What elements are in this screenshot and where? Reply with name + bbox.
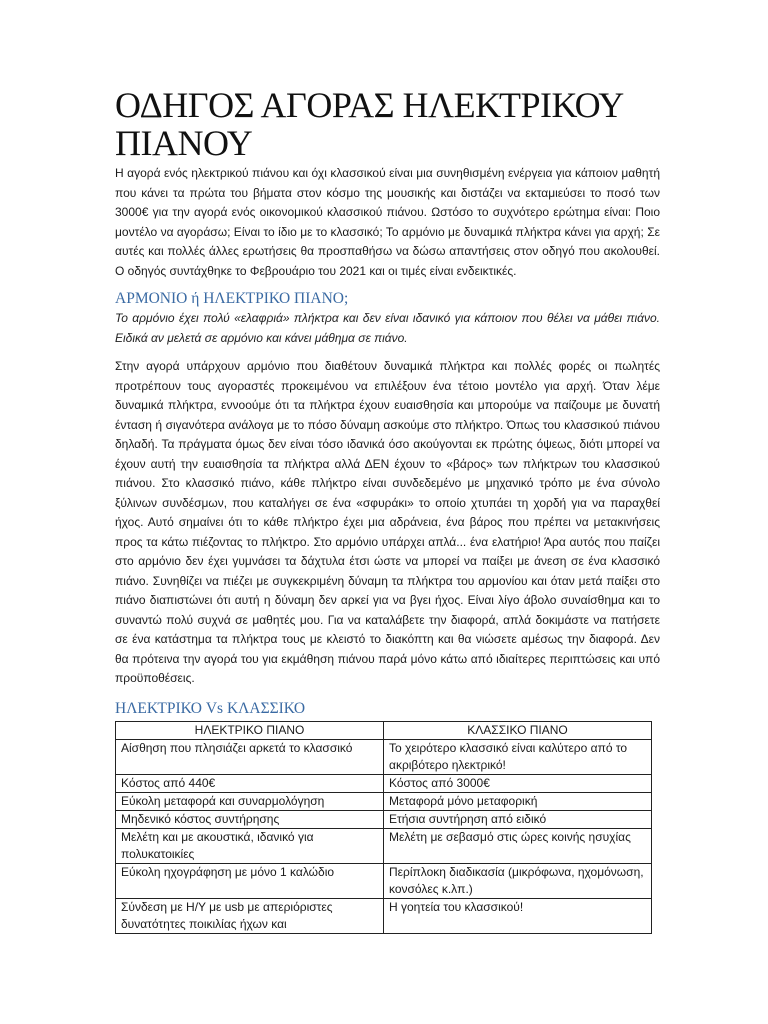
comparison-table bbox=[115, 721, 652, 934]
section-heading-electric-vs-classic: ΗΛΕΚΤΡΙΚΟ Vs ΚΛΑΣΣΙΚΟ bbox=[115, 699, 306, 717]
table-row bbox=[116, 898, 652, 933]
column-header-classic: ΚΛΑΣΣΙΚΟ ΠΙΑΝΟ bbox=[384, 721, 652, 739]
table-row bbox=[116, 810, 652, 828]
table-cell-electric: Κόστος από 440€ bbox=[116, 774, 384, 792]
document-content bbox=[115, 86, 660, 934]
table-cell-electric: Σύνδεση με Η/Υ με usb με απεριόριστες δυνατότητες ποικιλίας ήχων και bbox=[116, 898, 384, 933]
table-cell-electric: Αίσθηση που πλησιάζει αρκετά το κλασσικό bbox=[116, 739, 384, 774]
table-cell-classic: Περίπλοκη διαδικασία (μικρόφωνα, ηχομόνωση, κονσόλες κ.λπ.) bbox=[384, 863, 652, 898]
table-cell-classic: Μελέτη με σεβασμό στις ώρες κοινής ησυχίας bbox=[384, 828, 652, 863]
table-cell-classic: Ετήσια συντήρηση από ειδικό bbox=[384, 810, 652, 828]
table-cell-classic: Το χειρότερο κλασσικό είναι καλύτερο από το ακριβότερο ηλεκτρικό! bbox=[384, 739, 652, 774]
page-title: ΟΔΗΓΟΣ ΑΓΟΡΑΣ ΗΛΕΚΤΡΙΚΟΥ ΠΙΑΝΟΥ bbox=[115, 85, 623, 163]
section-heading-harmonium-vs-electric: ΑΡΜΟΝΙΟ ή ΗΛΕΚΤΡΙΚΟ ΠΙΑΝΟ; bbox=[115, 290, 349, 307]
table-row bbox=[116, 774, 652, 792]
table-cell-electric: Εύκολη μεταφορά και συναρμολόγηση bbox=[116, 792, 384, 810]
column-header-electric: ΗΛΕΚΤΡΙΚΟ ΠΙΑΝΟ bbox=[116, 721, 384, 739]
table-header-row bbox=[116, 721, 652, 739]
table-cell-classic: Μεταφορά μόνο μεταφορική bbox=[384, 792, 652, 810]
intro-paragraph: Η αγορά ενός ηλεκτρικού πιάνου και όχι κλασσικού είναι μια συνηθισμένη ενέργεια για κάποιον μαθητή που κάνει τα πρώτα του βήματα στον κόσμο της μουσικής και διστάζει να εκταμιεύσει το ποσό των 3000€ για την αγορά ενός οικονομικού κλασσικού πιάνου. Ωστόσο το συχνότερο ερώτημα είναι: Ποιο μοντέλο να αγοράσω; Είναι το ίδιο με το κλασσικό; Το αρμόνιο με δυναμικά πλήκτρα κάνει για αρχή; Σε αυτές και πολλές άλλες ερωτήσεις θα προσπαθήσω να δώσω απαντήσεις στον οδηγό που ακολουθεί. Ο οδηγός συντάχθηκε το Φεβρουάριο του 2021 και οι τιμές είναι ενδεικτικές. bbox=[115, 166, 660, 278]
table-cell-classic: Κόστος από 3000€ bbox=[384, 774, 652, 792]
table-cell-classic: Η γοητεία του κλασσικού! bbox=[384, 898, 652, 933]
table-row bbox=[116, 739, 652, 774]
table-cell-electric: Μελέτη και με ακουστικά, ιδανικό για πολυκατοικίες bbox=[116, 828, 384, 863]
italic-note-paragraph: Το αρμόνιο έχει πολύ «ελαφριά» πλήκτρα και δεν είναι ιδανικό για κάποιον που θέλει να μάθει πιάνο. Ειδικά αν μελετά σε αρμόνιο και κάνει μάθημα σε πιάνο. bbox=[115, 311, 660, 345]
table-cell-electric: Μηδενικό κόστος συντήρησης bbox=[116, 810, 384, 828]
body-paragraph: Στην αγορά υπάρχουν αρμόνιο που διαθέτουν δυναμικά πλήκτρα και πολλές φορές οι πωλητές προτρέπουν τους αγοραστές προκειμένου να επιλέξουν ένα τέτοιο μοντέλο για αρχή. Όταν λέμε δυναμικά πλήκτρα, εννοούμε ότι τα πλήκτρα έχουν ευαισθησία και μπορούμε να παίζουμε με δυνατή ένταση ή σιγανότερα ανάλογα με το πόσο δύναμη ασκούμε στο πλήκτρο. Όπως του κλασσικού πιάνου δηλαδή. Τα πράγματα όμως δεν είναι τόσο ιδανικά όσο ακούγονται εκ πρώτης όψεως, διότι μπορεί να έχουν αυτή την ευαισθησία τα πλήκτρα αλλά ΔΕΝ έχουν το «βάρος» των πλήκτρων του κλασσικού πιάνου. Στο κλασσικό πιάνο, κάθε πλήκτρο είναι συνδεδεμένο με μηχανικό τρόπο με ένα σύνολο ξύλινων συνδέσμων, που καταλήγει σε ένα «σφυράκι» το οποίο χτυπάει τη χορδή για να παραχθεί ήχος. Αυτό σημαίνει ότι το κάθε πλήκτρο έχει μια αδράνεια, ένα βάρος που πρέπει να μετακινήσεις προς τα κάτω πιέζοντας το πλήκτρο. Στο αρμόνιο υπάρχει απλά... ένα ελατήριο! Άρα αυτός που παίζει στο αρμόνιο δεν έχει γυμνάσει τα δάχτυλα έτσι ώστε να μπορεί να παίξει με άνεση σε ένα κλασσικό πιάνο. Συνηθίζει να πιέζει με συγκεκριμένη δύναμη τα πλήκτρα του αρμονίου και όταν μετά παίξει στο πιάνο διαπιστώνει ότι αυτή η δύναμη δεν αρκεί για να βγει ήχος. Είναι λίγο άβολο συναίσθημα και το συναντώ πολύ συχνά σε μαθητές μου. Για να καταλάβετε την διαφορά, απλά δοκιμάστε να πατήσετε σε ένα κατάστημα τα πλήκτρα τους με κλειστό το διακόπτη και θα νιώσετε αμέσως την διαφορά. Δεν θα πρότεινα την αγορά του για εκμάθηση πιάνου παρά μόνο κάτω από ιδιαίτερες περιπτώσεις και υπό προϋποθέσεις. bbox=[115, 359, 660, 685]
table-row bbox=[116, 828, 652, 863]
table-row bbox=[116, 863, 652, 898]
table-row bbox=[116, 792, 652, 810]
table-cell-electric: Εύκολη ηχογράφηση με μόνο 1 καλώδιο bbox=[116, 863, 384, 898]
